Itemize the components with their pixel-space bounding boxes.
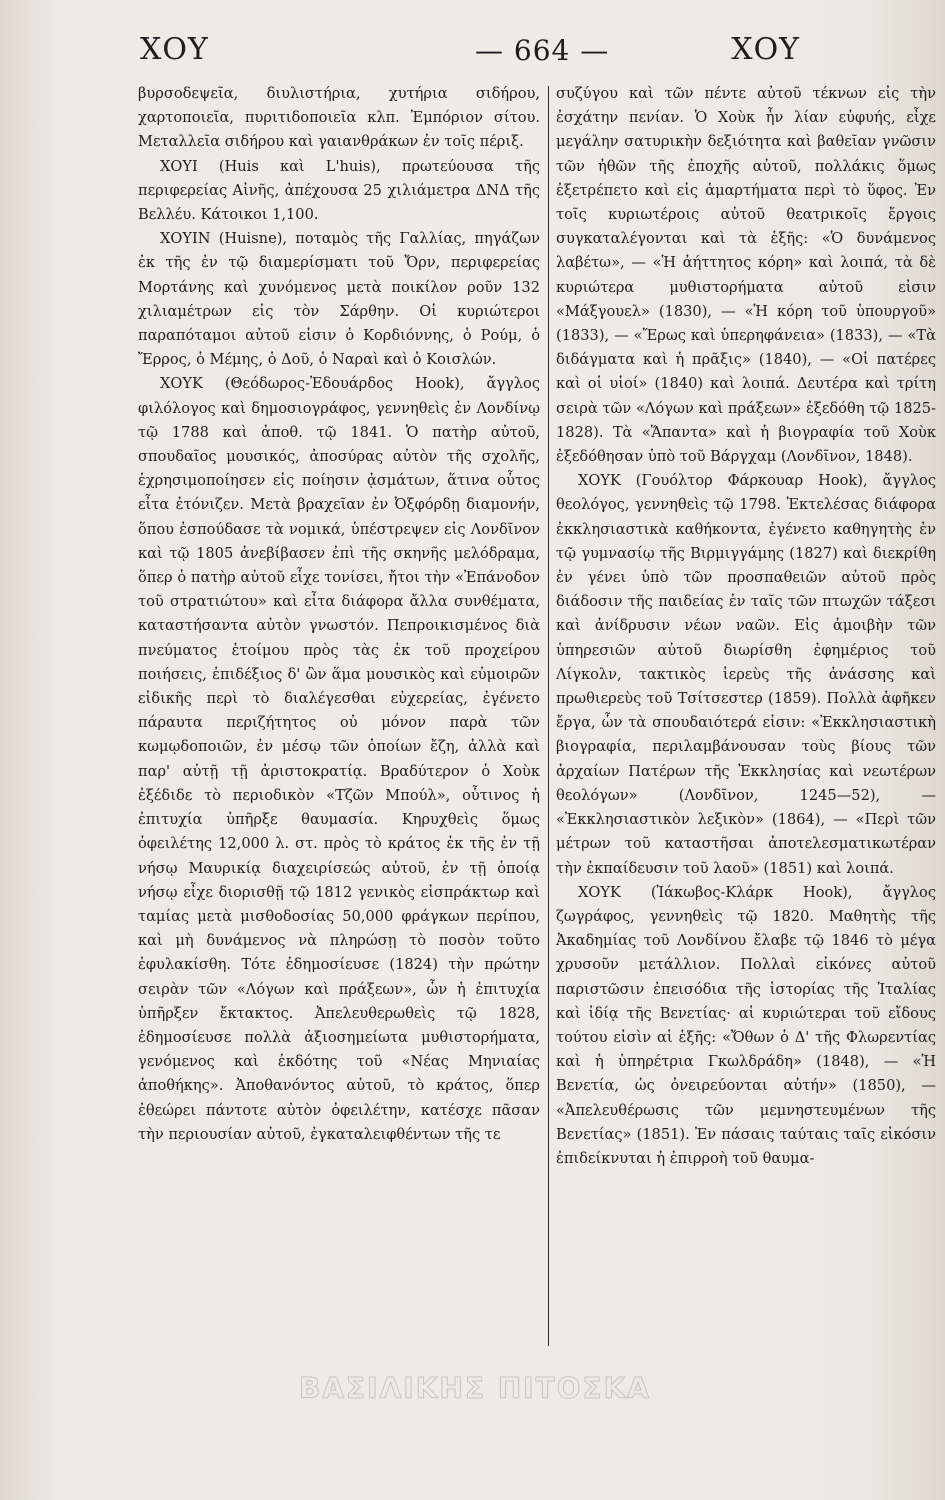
header-left-word: ΧΟΥ: [140, 32, 209, 67]
paragraph: συζύγου καὶ τῶν πέντε αὐτοῦ τέκνων εἰς τὴν ἐσχάτην πενίαν. Ὁ Χοὺκ ἦν λίαν εὐφυής, εἶχε μεγάλην σατυρικὴν δεξιότητα καὶ βαθεῖαν γνῶσιν τῶν ἠθῶν τῆς ἐποχῆς αὐτοῦ, πολλάκις ὅμως ἐξετρέπετο καὶ εἰς ἁμαρτήματα περὶ τὸ ὕφος. Ἐν τοῖς κυριωτέροις αὐτοῦ θεατρικοῖς ἔργοις συγκαταλέγονται καὶ τὰ ἑξῆς: «Ὁ δυνάμενος λαβέτω», — «Ἡ ἀήττητος κόρη» καὶ λοιπά, τὰ δὲ κυριώτερα μυθιστορήματα αὐτοῦ εἰσιν «Μάξγουελ» (1830), — «Ἡ κόρη τοῦ ὑπουργοῦ» (1833), — «Ἔρως καὶ ὑπερηφάνεια» (1833), — «Τὰ διδάγματα καὶ ἡ πρᾶξις» (1840), — «Οἱ πατέρες καὶ οἱ υἱοί» (1840) καὶ λοιπά. Δευτέρα καὶ τρίτη σειρὰ τῶν «Λόγων καὶ πράξεων» ἐξεδόθη τῷ 1825-1828). Τὰ «Ἅπαντα» καὶ ἡ βιογραφία τοῦ Χοὺκ ἐξεδόθησαν ὑπὸ τοῦ Βάργχαμ (Λονδῖνον, 1848).: [556, 85, 936, 466]
entry-theodore-hook: ΧΟΥΚ (Θεόδωρος-Ἐδουάρδος Hook), ἄγγλος φιλόλογος καὶ δημοσιογράφος, γεννηθεὶς ἐν Λονδίνῳ τῷ 1788 καὶ ἀποθ. τῷ 1841. Ὁ πατὴρ αὐτοῦ, σπουδαῖος μουσικός, ἀποσύρας αὐτὸν τῆς σχολῆς, ἐχρησιμοποίησεν εἰς ποίησιν ᾀσμάτων, ἅτινα οὗτος εἶτα ἐτόνιζεν. Μετὰ βραχεῖαν ἐν Ὀξφόρδῃ διαμονήν, ὅπου ἐσπούδασε τὰ νομικά, ὑπέστρεψεν εἰς Λονδῖνον καὶ τῷ 1805 ἀνεβίβασεν ἐπὶ τῆς σκηνῆς μελόδραμα, ὅπερ ὁ πατὴρ αὐτοῦ εἶχε τονίσει, ἤτοι τὴν «Ἐπάνοδον τοῦ στρατιώτου» καὶ εἶτα διάφορα ἄλλα συνθέματα, καταστήσαντα αὐτὸν γνωστόν. Πεπροικισμένος διὰ πνεύματος ἑτοίμου πρὸς τὰς ἐκ τοῦ προχείρου ποιήσεις, ἐπιδέξιος δ' ὢν ἅμα μουσικὸς καὶ εὐμοιρῶν εἰδικῆς περὶ τὸ διαλέγεσθαι εὐχερείας, ἐγένετο πάραυτα περιζήτητος οὐ μόνον παρὰ τῶν κωμῳδοποιῶν, ἐν μέσῳ τῶν ὁποίων ἔζη, ἀλλὰ καὶ παρ' αὐτῇ τῇ ἀριστοκρατίᾳ. Βραδύτερον ὁ Χοὺκ ἐξέδιδε τὸ περιοδικὸν «Τζῶν Μπούλ», οὗτινος ἡ ἐπιτυχία ὑπῆρξε θαυμασία. Κηρυχθεὶς ὅμως ὀφειλέτης 12,000 λ. στ. πρὸς τὸ κράτος ἐκ τῆς ἐν τῇ νήσῳ Μαυρικίᾳ διαχειρίσεώς αὐτοῦ, ἐν τῇ ὁποίᾳ νήσῳ εἶχε διορισθῇ τῷ 1812 γενικὸς εἰσπράκτωρ καὶ ταμίας μετὰ μισθοδοσίας 50,000 φράγκων περίπου, καὶ μὴ δυνάμενος νὰ πληρώσῃ τὸ ποσὸν τοῦτο ἐφυλακίσθη. Τότε ἐδημοσίευσε (1824) τὴν πρώτην σειρὰν τῶν «Λόγων καὶ πράξεων», ὧν ἡ ἐπιτυχία ὑπῆρξεν ἔκτακτος. Ἀπελευθερωθεὶς τῷ 1828, ἐδημοσίευσε πολλὰ ἀξιοσημείωτα μυθιστορήματα, γενόμενος καὶ ἐκδότης τοῦ «Νέας Μηνιαίας ἀποθήκης». Ἀποθανόντος αὐτοῦ, τὸ κράτος, ὅπερ ἐθεώρει πάντοτε αὐτὸν ὀφειλέτην, κατέσχε πᾶσαν τὴν περιουσίαν αὐτοῦ, ἐγκαταλειφθέντων τῆς τε: [138, 375, 540, 1143]
entry-walter-hook: ΧΟΥΚ (Γουόλτορ Φάρκουαρ Hook), ἄγγλος θεολόγος, γεννηθεὶς τῷ 1798. Ἐκτελέσας διάφορα ἐκκλησιαστικὰ καθήκοντα, ἐγένετο καθηγητὴς ἐν τῷ γυμνασίῳ τῆς Βιρμιγγάμης (1827) καὶ διεκρίθη ἐν γένει ὑπὸ τῶν προσπαθειῶν αὐτοῦ πρὸς διάδοσιν τῆς παιδείας ἐν ταῖς τῶν πτωχῶν τάξεσι καὶ ἀνίδρυσιν νέων ναῶν. Εἰς ἀμοιβὴν τῶν ὑπηρεσιῶν αὐτοῦ διωρίσθη ἐφημέριος τοῦ Λίγκολν, τακτικὸς ἱερεὺς τῆς ἀνάσσης καὶ πρωθιερεὺς τοῦ Τσίτσεστερ (1859). Πολλὰ ἀφῆκεν ἔργα, ὧν τὰ σπουδαιότερά εἰσιν: «Ἐκκλησιαστικὴ βιογραφία, περιλαμβάνουσαν τοὺς βίους τῶν ἀρχαίων Πατέρων τῆς Ἐκκλησίας καὶ νεωτέρων θεολόγων» (Λονδῖνον, 1245—52), — «Ἐκκλησιαστικὸν λεξικὸν» (1864), — «Περὶ τῶν μέτρων τοῦ καταστῆσαι ἀποτελεσματικωτέραν τὴν ἐκπαίδευσιν τοῦ λαοῦ» (1851) καὶ λοιπά.: [556, 472, 936, 877]
column-divider: [548, 86, 549, 1346]
header-right-word: ΧΟΥ: [731, 32, 800, 67]
entry-james-clarke-hook: ΧΟΥΚ (Ἰάκωβος-Κλάρκ Hook), ἄγγλος ζωγράφος, γεννηθεὶς τῷ 1820. Μαθητὴς τῆς Ἀκαδημίας τοῦ Λονδίνου ἔλαβε τῷ 1846 τὸ μέγα χρυσοῦν μετάλλιον. Πολλαὶ εἰκόνες αὐτοῦ παριστῶσιν ἐπεισόδια τῆς ἱστορίας τῆς Ἰταλίας καὶ ἰδίᾳ τῆς Βενετίας· αἱ κυριώτεραι τοῦ εἴδους τούτου εἰσὶν αἱ ἑξῆς: «Ὄθων ὁ Δ' τῆς Φλωρεντίας καὶ ἡ ὑπηρέτρια Γκωλδράδη» (1848), — «Ἡ Βενετία, ὡς ὀνειρεύονται αὐτήν» (1850), — «Ἀπελευθέρωσις τῶν μεμνηστευμένων τῆς Βενετίας» (1851). Ἐν πάσαις ταύταις ταῖς εἰκόσιν ἐπιδείκνυται ἡ ἐπιρροὴ τοῦ θαυμα-: [556, 883, 936, 1167]
entry-huisne: ΧΟΥΙΝ (Huisne), ποταμὸς τῆς Γαλλίας, πηγάζων ἐκ τῆς ἐν τῷ διαμερίσματι τοῦ Ὄρν, περιφερείας Μορτάνης καὶ χυνόμενος μετὰ ποικίλον ροῦν 132 χιλιαμέτρων εἰς τὸν Σάρθην. Οἱ κυριώτεροι παραπόταμοι αὐτοῦ εἰσιν ὁ Κορδιόννης, ὁ Ρούμ, ὁ Ἔρρος, ὁ Μέμης, ὁ Δοῦ, ὁ Ναραὶ καὶ ὁ Κοισλών.: [138, 230, 540, 369]
page-number: — 664 —: [475, 34, 610, 67]
right-column: [556, 82, 936, 1171]
entry-huis: ΧΟΥΙ (Huis καὶ L'huis), πρωτεύουσα τῆς περιφερείας Αἰνῆς, ἀπέχουσα 25 χιλιάμετρα ΔΝΔ τῆς Βελλέυ. Κάτοικοι 1,100.: [138, 157, 540, 224]
left-column: [138, 82, 540, 1147]
running-header: [140, 32, 800, 72]
paragraph: βυρσοδεψεῖα, διυλιστήρια, χυτήρια σιδήρου, χαρτοποιεῖα, πυριτιδοποιεῖα κλπ. Ἐμπόριον σίτου. Μεταλλεῖα σιδήρου καὶ γαιανθράκων ἐν τοῖς πέριξ.: [138, 85, 540, 151]
library-watermark: ΒΑΣΙΛΙΚΗΣ ΠΙΤΟΣΚΑ: [299, 1372, 651, 1405]
